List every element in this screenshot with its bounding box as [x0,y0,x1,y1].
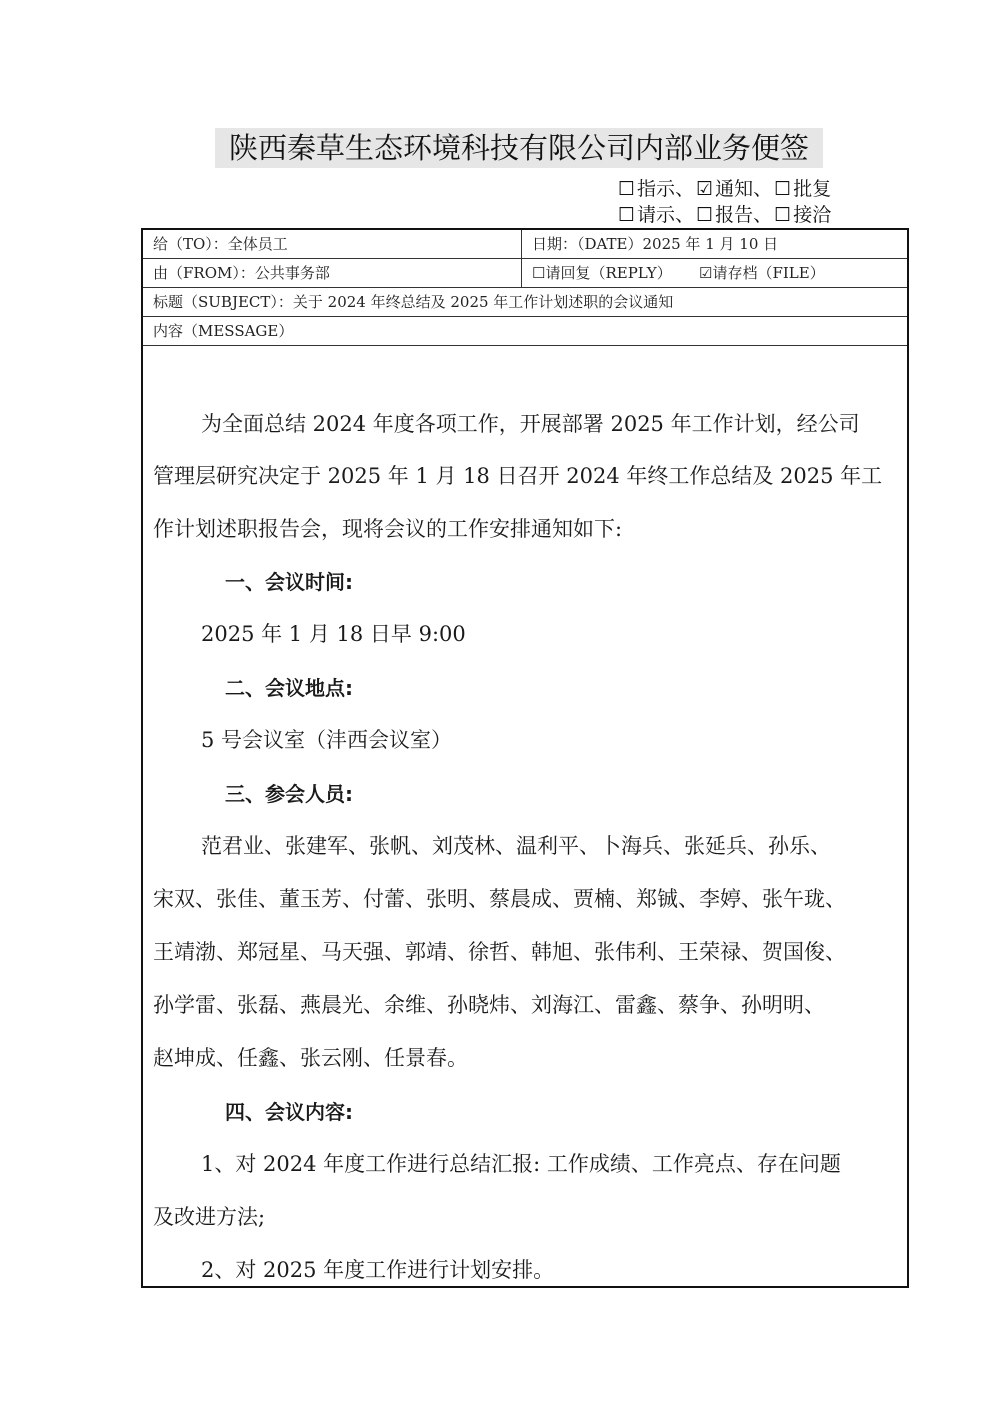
column-divider [521,230,522,288]
separator: 、 [753,178,773,200]
checkbox-instruction[interactable]: ☐ [618,178,636,200]
intro-line: 为全面总结 2024 年度各项工作，开展部署 2025 年工作计划，经公司 [201,412,860,436]
document-title: 陕西秦草生态环境科技有限公司内部业务便签 [215,128,823,168]
memo-type-checkboxes [618,176,831,228]
row-divider [143,345,907,346]
separator: 、 [675,178,695,200]
type-label-liaison: 接洽 [793,204,832,226]
agenda-item-1: 1、对 2024 年度工作进行总结汇报: 工作成绩、工作亮点、存在问题 [201,1152,841,1176]
type-label-approval: 批复 [793,178,832,200]
attendee-line: 王靖渤、郑冠星、马天强、郭靖、徐哲、韩旭、张伟利、王荣禄、贺国俊、 [153,940,846,964]
intro-line: 管理层研究决定于 2025 年 1 月 18 日召开 2024 年终工作总结及 2025 年工 [153,464,883,488]
meeting-time: 2025 年 1 月 18 日早 9:00 [201,622,466,646]
attendee-line: 赵坤成、任鑫、张云刚、任景春。 [153,1046,468,1070]
meeting-place: 5 号会议室（沣西会议室） [201,728,453,752]
file-checkbox[interactable]: ☑请存档（FILE） [699,264,825,282]
section-heading-place: 二、会议地点: [225,676,353,700]
message-label: 内容（MESSAGE） [153,322,294,340]
to-field: 给（TO）：全体员工 [153,235,288,253]
date-field: 日期：（DATE）2025 年 1 月 10 日 [532,235,779,253]
separator: 、 [675,204,695,226]
memo-type-row-1 [618,176,831,202]
attendee-line: 宋双、张佳、董玉芳、付蕾、张明、蔡晨成、贾楠、郑铖、李婷、张午珑、 [153,887,846,911]
type-label-report: 报告 [715,204,754,226]
agenda-item-2: 2、对 2025 年度工作进行计划安排。 [201,1258,555,1282]
subject-field: 标题（SUBJECT）：关于 2024 年终总结及 2025 年工作计划述职的会议通知 [153,293,674,311]
type-label-notice: 通知 [715,178,754,200]
reply-checkbox[interactable]: ☐请回复（REPLY） [532,264,672,282]
memo-form [141,228,909,1288]
checkbox-notice[interactable]: ☑ [696,178,714,200]
agenda-item-1-cont: 及改进方法; [153,1205,266,1229]
attendee-line: 范君业、张建军、张帆、刘茂林、温利平、卜海兵、张延兵、孙乐、 [201,834,831,858]
from-field: 由（FROM）：公共事务部 [153,264,330,282]
checkbox-liaison[interactable]: ☐ [774,204,792,226]
type-label-request: 请示 [637,204,676,226]
checkbox-request[interactable]: ☐ [618,204,636,226]
section-heading-time: 一、会议时间: [225,570,353,594]
intro-line: 作计划述职报告会，现将会议的工作安排通知如下: [153,517,623,541]
separator: 、 [753,204,773,226]
checkbox-approval[interactable]: ☐ [774,178,792,200]
memo-type-row-2 [618,202,831,228]
section-heading-attendees: 三、参会人员: [225,782,353,806]
attendee-line: 孙学雷、张磊、燕晨光、余维、孙晓炜、刘海江、雷鑫、蔡争、孙明明、 [153,993,825,1017]
section-heading-content: 四、会议内容: [225,1100,353,1124]
checkbox-report[interactable]: ☐ [696,204,714,226]
type-label-instruction: 指示 [637,178,676,200]
